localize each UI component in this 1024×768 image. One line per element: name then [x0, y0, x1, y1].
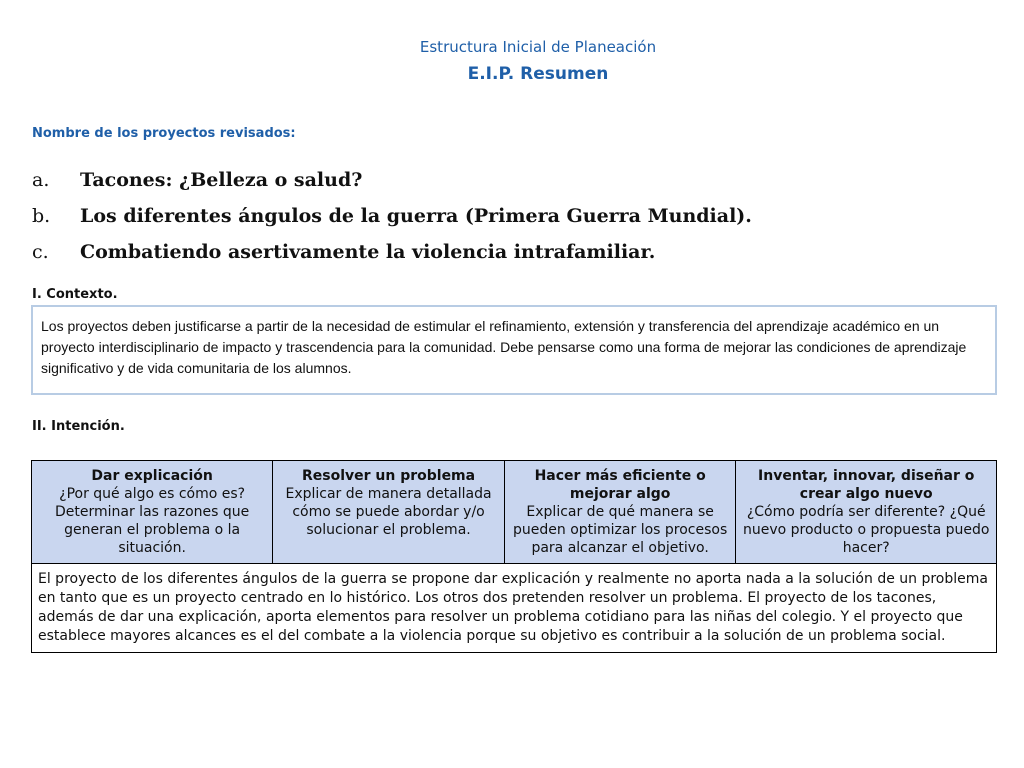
project-name: Los diferentes ángulos de la guerra (Primera Guerra Mundial).: [80, 205, 752, 227]
project-letter: a.: [32, 169, 50, 191]
intention-summary-row: [32, 564, 997, 653]
intention-header-row: [32, 461, 997, 564]
project-letter: c.: [32, 241, 49, 263]
intention-cell-text: Explicar de qué manera se pueden optimizar los procesos para alcanzar el objetivo.: [513, 504, 728, 556]
intention-cell-improve: [504, 461, 736, 564]
project-item: [32, 198, 752, 234]
intention-table: [31, 460, 997, 653]
projects-label: Nombre de los proyectos revisados:: [32, 126, 296, 141]
project-letter: b.: [32, 205, 51, 227]
intention-cell-text: Explicar de manera detallada cómo se puede abordar y/o solucionar el problema.: [285, 486, 492, 538]
project-item: [32, 162, 752, 198]
intention-cell-title: Hacer más eficiente o mejorar algo: [534, 468, 706, 502]
project-name: Combatiendo asertivamente la violencia intrafamiliar.: [80, 241, 656, 263]
intention-heading: II. Intención.: [32, 419, 125, 434]
document-title: Estructura Inicial de Planeación: [419, 38, 657, 56]
project-list: [32, 162, 752, 270]
intention-cell-solve: [273, 461, 505, 564]
intention-cell-innovate: [736, 461, 997, 564]
document-subtitle: E.I.P. Resumen: [467, 64, 609, 84]
intention-cell-text: ¿Cómo podría ser diferente? ¿Qué nuevo producto o propuesta puedo hacer?: [742, 504, 990, 556]
intention-cell-title: Dar explicación: [91, 468, 213, 484]
intention-cell-title: Inventar, innovar, diseñar o crear algo nuevo: [758, 468, 975, 502]
project-item: [32, 234, 752, 270]
intention-summary: El proyecto de los diferentes ángulos de la guerra se propone dar explicación y realmente no aporta nada a la solución de un problema en tanto que es un proyecto centrado en lo histórico. Los otros dos pretenden resolver un problema. El proyecto de los tacones, además de dar una explicación, aporta elementos para resolver un problema cotidiano para las niñas del colegio. Y el proyecto que establece mayores alcances es el del combate a la violencia porque su objetivo es contribuir a la solución de un problema social.: [32, 564, 997, 653]
intention-cell-text: ¿Por qué algo es cómo es? Determinar las razones que generan el problema o la situación.: [54, 486, 250, 556]
intention-cell-explain: [32, 461, 273, 564]
context-heading: I. Contexto.: [32, 287, 118, 302]
project-name: Tacones: ¿Belleza o salud?: [80, 169, 363, 191]
context-box: Los proyectos deben justificarse a partir de la necesidad de estimular el refinamiento, extensión y transferencia del aprendizaje académico en un proyecto interdisciplinario de impacto y trascendencia para la comunidad. Debe pensarse como una forma de mejorar las condiciones de aprendizaje significativo y de vida comunitaria de los alumnos.: [31, 305, 997, 395]
intention-cell-title: Resolver un problema: [301, 468, 476, 484]
